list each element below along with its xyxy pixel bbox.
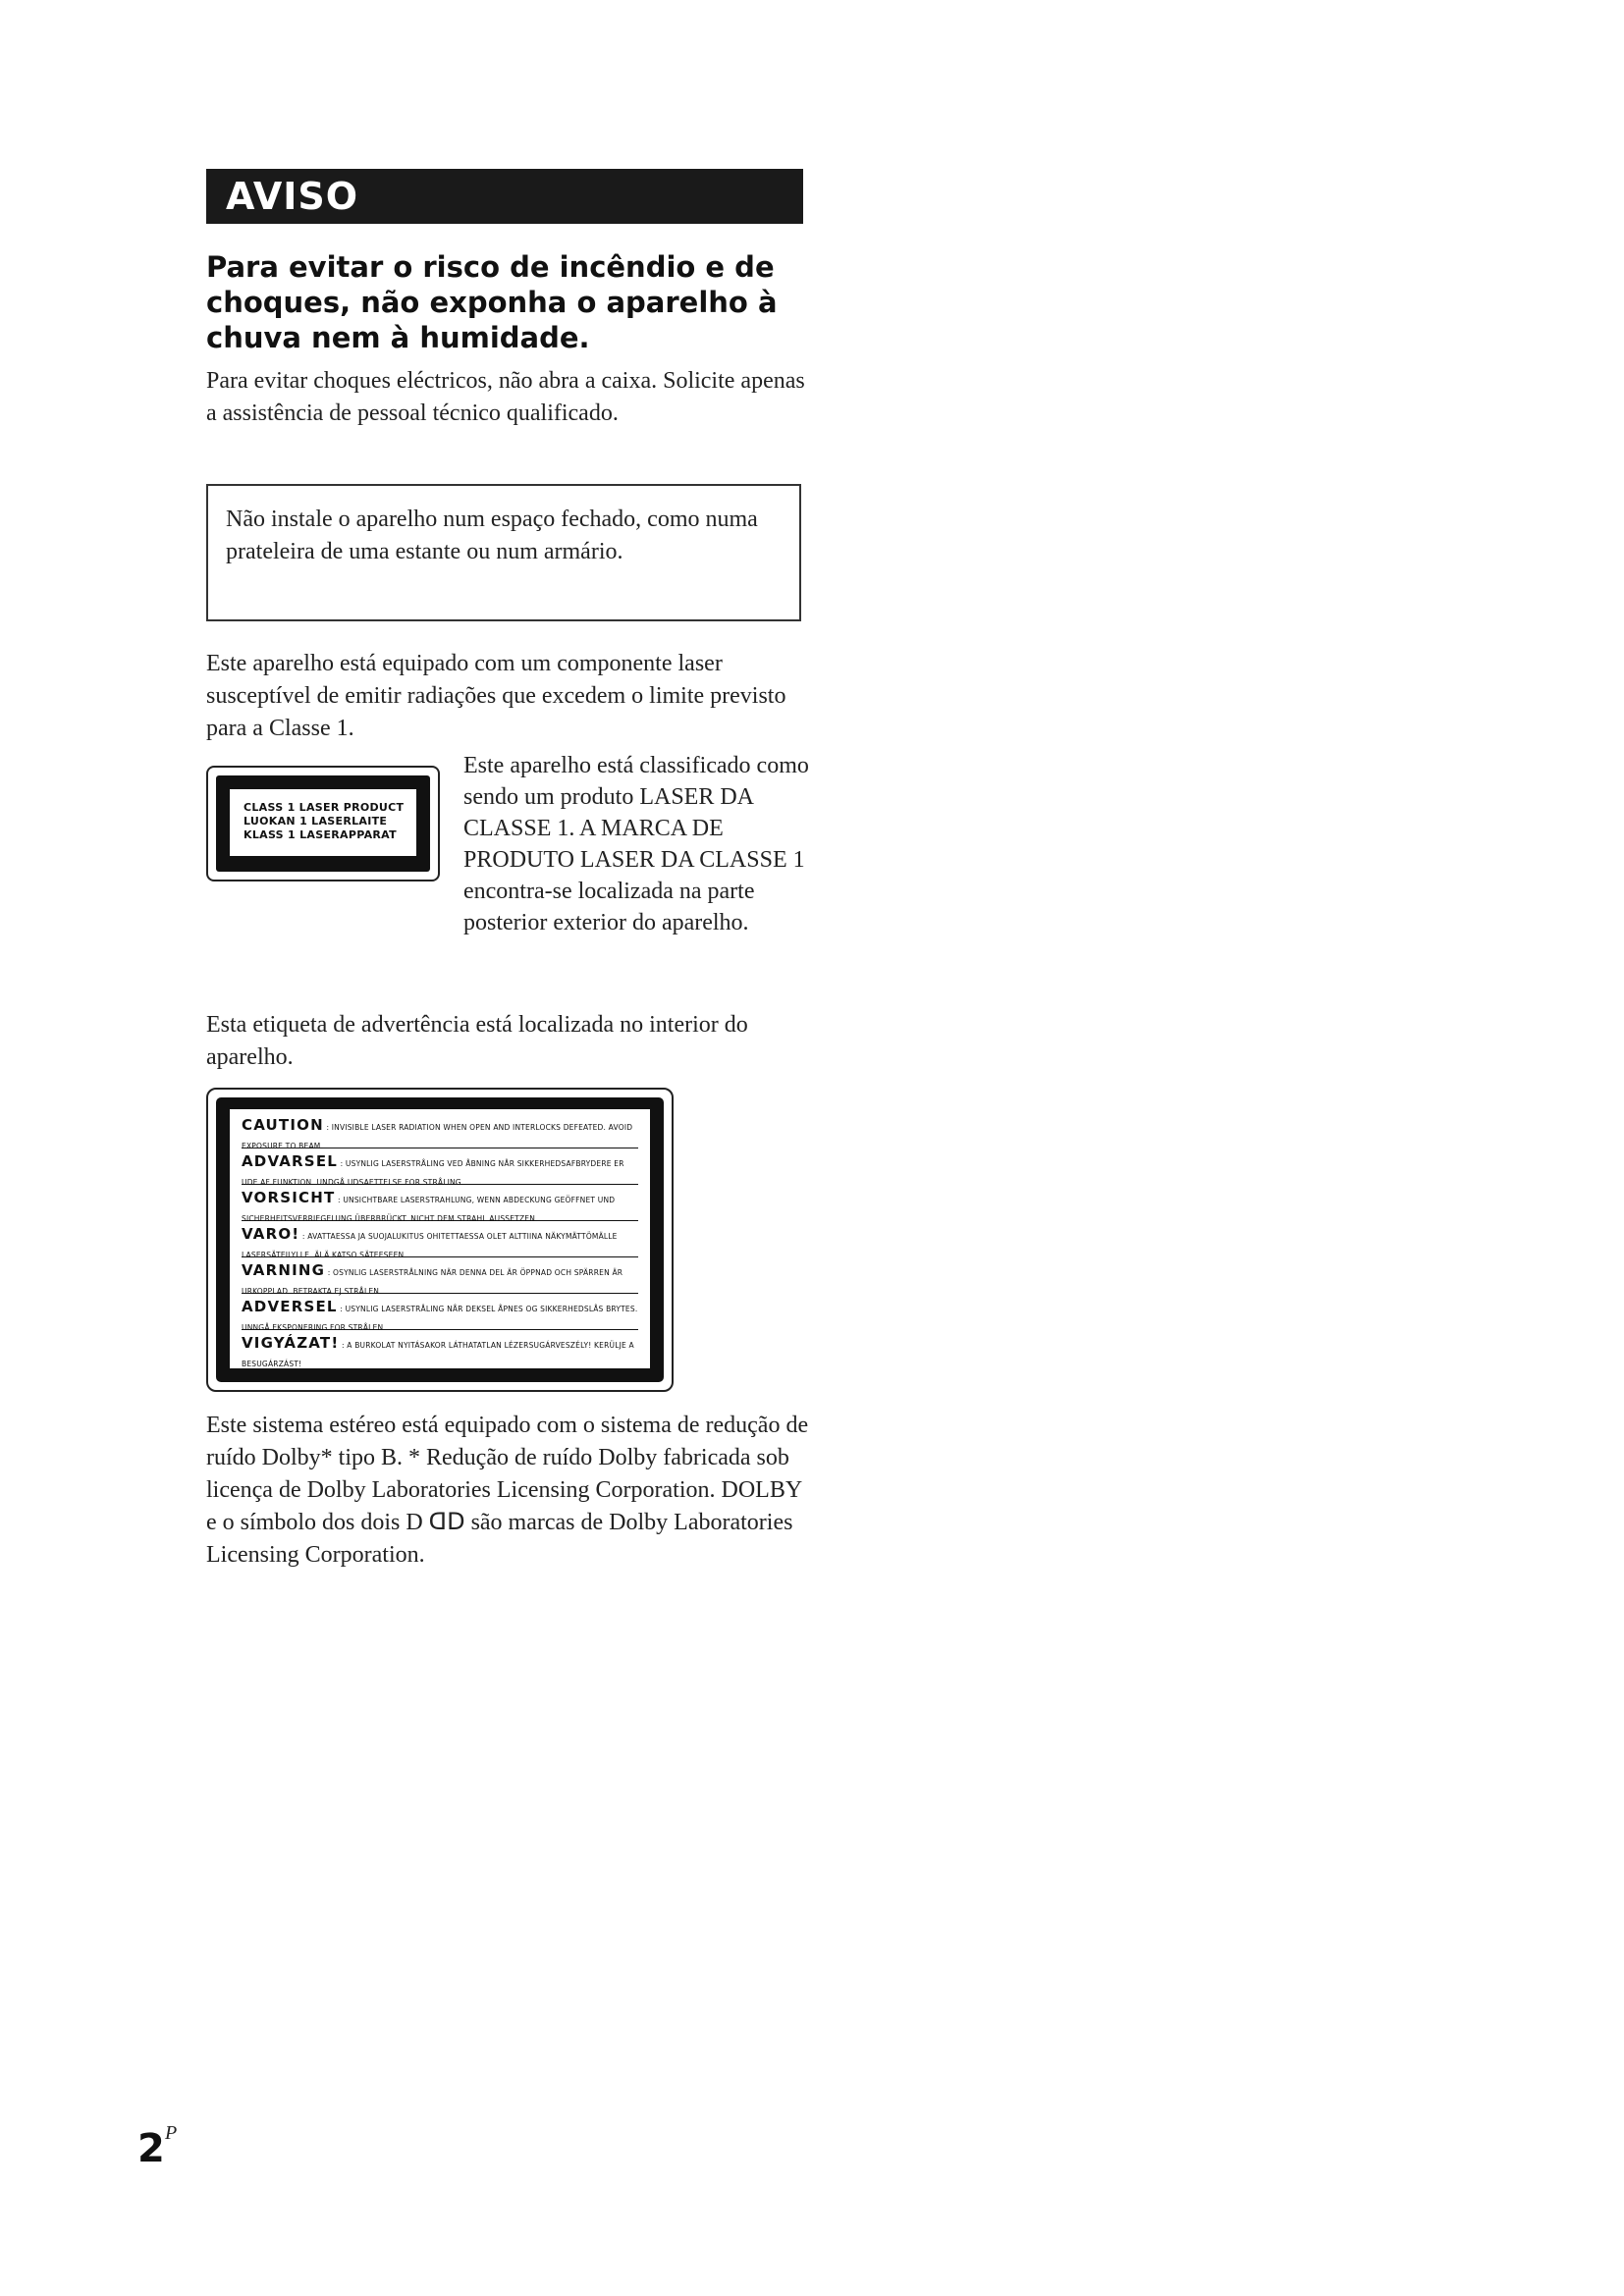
paragraph-shock-warning: Para evitar choques eléctricos, não abra a caixa. Solicite apenas a assistência de pessoal técnico qualificado. (206, 368, 805, 426)
warning-label-row (242, 1151, 638, 1185)
page-number: 2 (137, 2126, 165, 2171)
warning-label-text: : AVATTAESSA JA SUOJALUKITUS OHITETTAESSA OLET ALTTIINA NÄKYMÄTTÖMÄLLE LASERSÄTEILYLLE. ÄLÄ KATSO SÄTEESEEN. (242, 1232, 618, 1259)
warning-label-text: : USYNLIG LASERSTRÅLING NÅR DEKSEL ÅPNES OG SIKKERHEDSLÅS BRYTES. UNNGÅ EKSPONERING FOR STRÅLEN. (242, 1305, 638, 1332)
warning-label-key: VARNING (242, 1261, 326, 1279)
warning-label-row (242, 1188, 638, 1221)
paragraph-laser-component: Este aparelho está equipado com um componente laser susceptível de emitir radiações que excedem o limite previsto para a Classe 1. (206, 651, 786, 741)
class-label-line-3: KLASS 1 LASERAPPARAT (244, 828, 397, 841)
warning-label-text: : OSYNLIG LASERSTRÅLNING NÄR DENNA DEL ÄR ÖPPNAD OCH SPÄRREN ÄR URKOPPLAD. BETRAKTA EJ STRÅLEN. (242, 1268, 623, 1296)
warning-label-panel (230, 1109, 650, 1368)
warning-label-row (242, 1297, 638, 1330)
warning-label-key: VARO! (242, 1225, 300, 1243)
warning-label-key: ADVARSEL (242, 1152, 339, 1170)
warning-label-key: VIGYÁZAT! (242, 1334, 340, 1352)
class-label-line-1: CLASS 1 LASER PRODUCT (244, 801, 405, 814)
warning-label-row (242, 1224, 638, 1257)
boxed-notice (206, 484, 801, 621)
aviso-title: AVISO (226, 175, 359, 218)
warning-label-text: : USYNLIG LASERSTRÅLING VED ÅBNING NÅR SIKKERHEDSAFBRYDERE ER UDE AF FUNKTION. UNDGÅ UDSAETTELSE FOR STRÅLING. (242, 1159, 624, 1187)
class1-laser-label (206, 766, 440, 881)
warning-label-key: CAUTION (242, 1116, 324, 1134)
paragraph-label-location: Esta etiqueta de advertência está localizada no interior do aparelho. (206, 1012, 748, 1070)
paragraph-class1-classification: Este aparelho está classificado como sendo um produto LASER DA CLASSE 1. A MARCA DE PRODUTO LASER DA CLASSE 1 encontra-se localizada na parte posterior exterior do aparelho. (463, 753, 809, 935)
paragraph-dolby: Este sistema estéreo está equipado com o sistema de redução de ruído Dolby* tipo B. * Redução de ruído Dolby fabricada sob licença de Dolby Laboratories Licensing Corporation. DOLBY e o símbolo dos dois D ᗡᗞ são marcas de Dolby Laboratories Licensing Corporation. (206, 1413, 809, 1568)
warning-label-text: : INVISIBLE LASER RADIATION WHEN OPEN AND INTERLOCKS DEFEATED. AVOID EXPOSURE TO BEAM. (242, 1123, 633, 1150)
warning-label-key: VORSICHT (242, 1189, 336, 1206)
aviso-header-bar (206, 169, 803, 224)
warning-label-row (242, 1260, 638, 1294)
laser-warning-label (206, 1088, 674, 1392)
boxed-notice-text: Não instale o aparelho num espaço fechado, como numa prateleira de uma estante ou num armário. (226, 507, 758, 564)
warning-label-row (242, 1333, 638, 1368)
page-suffix: P (165, 2122, 178, 2144)
class-label-line-2: LUOKAN 1 LASERLAITE (244, 815, 388, 828)
warning-label-text: : A BURKOLAT NYITÁSAKOR LÁTHATATLAN LÉZERSUGÁRVESZÉLY! KERÜLJE A BESUGÁRZÁST! (242, 1341, 634, 1368)
warning-heading: Para evitar o risco de incêndio e de choques, não exponha o aparelho à chuva nem à humidade. (206, 250, 778, 354)
warning-label-key: ADVERSEL (242, 1298, 338, 1315)
warning-label-text: : UNSICHTBARE LASERSTRAHLUNG, WENN ABDECKUNG GEÖFFNET UND SICHERHEITSVERRIEGELUNG ÜBERBRÜCKT. NICHT DEM STRAHL AUSSETZEN. (242, 1196, 616, 1223)
warning-label-row (242, 1115, 638, 1148)
